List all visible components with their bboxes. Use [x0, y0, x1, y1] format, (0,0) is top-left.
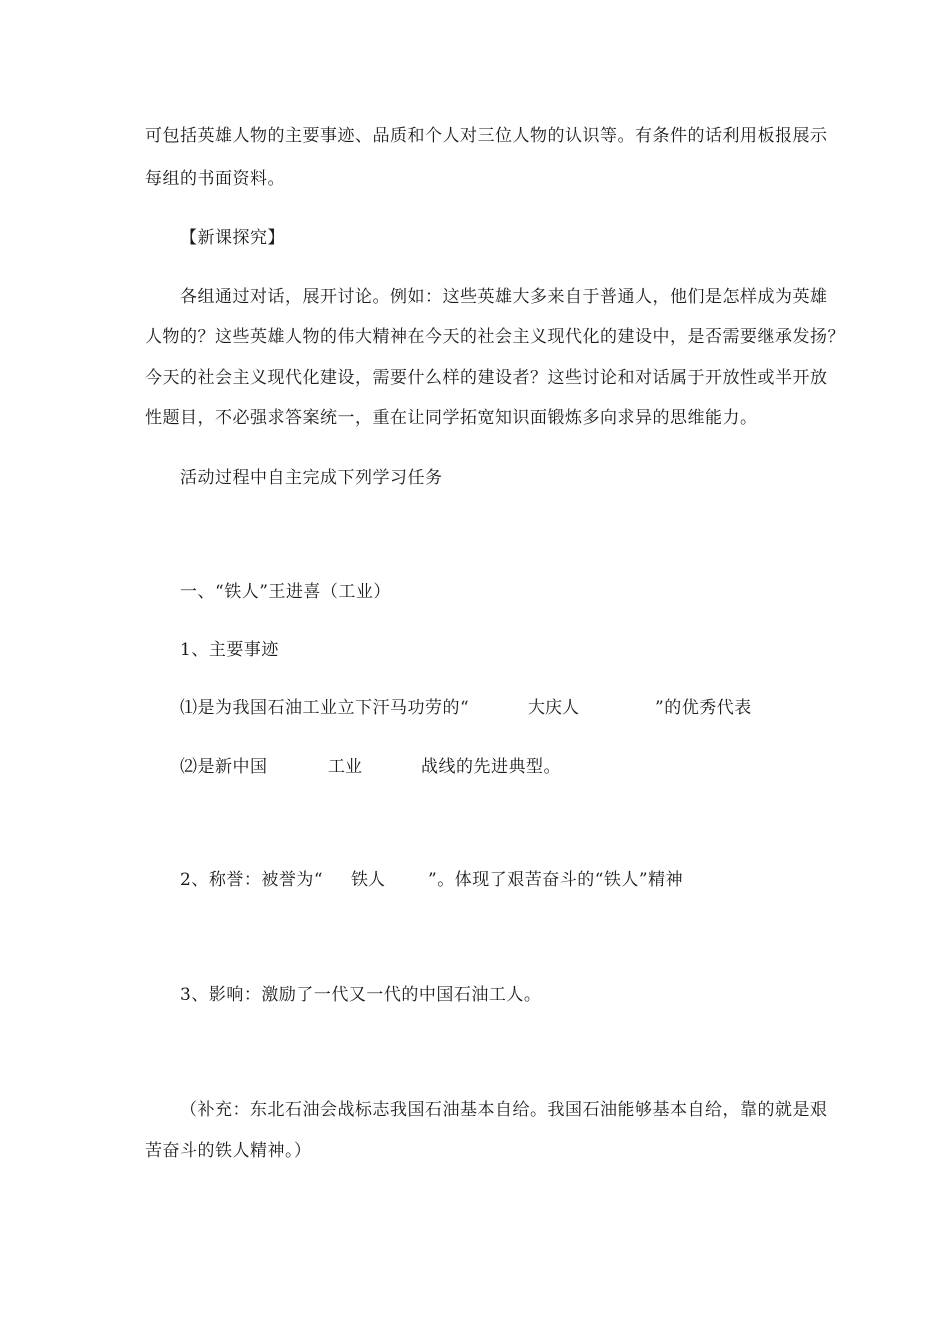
- section-heading: 【新课探究】: [180, 228, 285, 248]
- item3-text: 3、影响：激励了一代又一代的中国石油工人。: [180, 985, 542, 1005]
- item1-sub1-prefix: ⑴是为我国石油工业立下汗马功劳的“: [180, 698, 470, 718]
- discussion-line-4: 性题目，不必强求答案统一，重在让同学拓宽知识面锻炼多向求异的思维能力。: [145, 408, 758, 428]
- discussion-line-1: 各组通过对话，展开讨论。例如：这些英雄大多来自于普通人，他们是怎样成为英雄: [180, 287, 828, 307]
- item1-sub1-answer: 大庆人: [528, 698, 579, 718]
- item1-sub2-suffix: 战线的先进典型。: [421, 757, 561, 777]
- item1-sub2-answer: 工业: [328, 757, 362, 777]
- item2-suffix: ”。体现了艰苦奋斗的“铁人”精神: [428, 870, 684, 890]
- task-intro: 活动过程中自主完成下列学习任务: [180, 468, 443, 488]
- item1-sub2-prefix: ⑵是新中国: [180, 757, 268, 777]
- discussion-line-3: 今天的社会主义现代化建设，需要什么样的建设者？这些讨论和对话属于开放性或半开放: [145, 368, 828, 388]
- supplement-line-2: 苦奋斗的铁人精神。）: [145, 1141, 312, 1161]
- discussion-line-2: 人物的？这些英雄人物的伟大精神在今天的社会主义现代化的建设中，是否需要继承发扬？: [145, 327, 845, 347]
- item2-prefix: 2、称誉：被誉为“: [180, 870, 324, 890]
- item1-title: 1、主要事迹: [180, 640, 279, 660]
- intro-line-1: 可包括英雄人物的主要事迹、品质和个人对三位人物的认识等。有条件的话利用板报展示: [145, 126, 828, 146]
- item2-answer: 铁人: [351, 870, 385, 890]
- person-heading: 一、“铁人”王进喜（工业）: [180, 582, 391, 602]
- item1-sub1-suffix: ”的优秀代表: [655, 698, 752, 718]
- supplement-line-1: （补充：东北石油会战标志我国石油基本自给。我国石油能够基本自给，靠的就是艰: [180, 1100, 828, 1120]
- intro-line-2: 每组的书面资料。: [145, 169, 285, 189]
